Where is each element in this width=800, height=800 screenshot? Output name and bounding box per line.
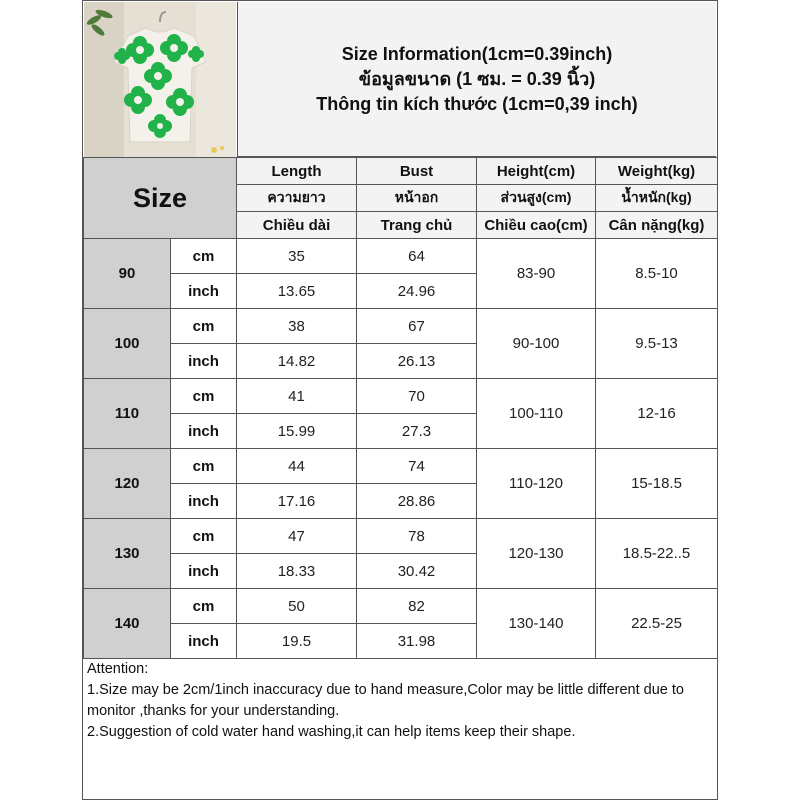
unit-inch: inch (171, 554, 237, 589)
unit-cm: cm (171, 449, 237, 484)
header-height-th: ส่วนสูง(cm) (477, 185, 596, 212)
unit-inch: inch (171, 414, 237, 449)
length-cm: 41 (237, 379, 357, 414)
title-vietnamese: Thông tin kích thước (1cm=0,39 inch) (316, 93, 638, 114)
table-row (84, 449, 718, 484)
header-weight-en: Weight(kg) (596, 158, 718, 185)
unit-cm: cm (171, 589, 237, 624)
bust-inch: 30.42 (357, 554, 477, 589)
length-cm: 38 (237, 309, 357, 344)
size-value: 90 (84, 239, 171, 309)
header-length-en: Length (237, 158, 357, 185)
weight-range: 8.5-10 (596, 239, 718, 309)
height-range: 90-100 (477, 309, 596, 379)
size-value: 110 (84, 379, 171, 449)
bust-cm: 67 (357, 309, 477, 344)
notes-line-1: 1.Size may be 2cm/1inch inaccuracy due to hand measure,Color may be little different due to monitor ,thanks for your understanding. (87, 682, 684, 719)
bust-cm: 64 (357, 239, 477, 274)
length-inch: 19.5 (237, 624, 357, 659)
bust-cm: 74 (357, 449, 477, 484)
unit-cm: cm (171, 519, 237, 554)
length-inch: 18.33 (237, 554, 357, 589)
size-value: 120 (84, 449, 171, 519)
length-cm: 50 (237, 589, 357, 624)
unit-cm: cm (171, 309, 237, 344)
unit-cm: cm (171, 239, 237, 274)
header-height-en: Height(cm) (477, 158, 596, 185)
table-row (84, 309, 718, 344)
title-thai: ข้อมูลขนาด (1 ซม. = 0.39 นิ้ว) (358, 68, 596, 89)
table-row (84, 239, 718, 274)
bust-inch: 31.98 (357, 624, 477, 659)
weight-range: 18.5-22..5 (596, 519, 718, 589)
header-bust-vi: Trang chủ (357, 212, 477, 239)
length-inch: 13.65 (237, 274, 357, 309)
bust-inch: 24.96 (357, 274, 477, 309)
length-inch: 15.99 (237, 414, 357, 449)
length-inch: 14.82 (237, 344, 357, 379)
height-range: 110-120 (477, 449, 596, 519)
header-weight-th: น้ำหนัก(kg) (596, 185, 718, 212)
height-range: 83-90 (477, 239, 596, 309)
bust-inch: 26.13 (357, 344, 477, 379)
length-cm: 35 (237, 239, 357, 274)
bust-cm: 78 (357, 519, 477, 554)
length-cm: 44 (237, 449, 357, 484)
unit-inch: inch (171, 624, 237, 659)
length-inch: 17.16 (237, 484, 357, 519)
height-range: 130-140 (477, 589, 596, 659)
bust-inch: 28.86 (357, 484, 477, 519)
size-value: 130 (84, 519, 171, 589)
notes-line-2: 2.Suggestion of cold water hand washing,it can help items keep their shape. (87, 724, 576, 740)
header-weight-vi: Cân nặng(kg) (596, 212, 718, 239)
header-bust-th: หน้าอก (357, 185, 477, 212)
size-value: 140 (84, 589, 171, 659)
weight-range: 9.5-13 (596, 309, 718, 379)
header-length-vi: Chiều dài (237, 212, 357, 239)
weight-range: 15-18.5 (596, 449, 718, 519)
height-range: 100-110 (477, 379, 596, 449)
child-tshirt-photo-icon (84, 2, 236, 157)
table-row (84, 519, 718, 554)
length-cm: 47 (237, 519, 357, 554)
size-value: 100 (84, 309, 171, 379)
unit-inch: inch (171, 274, 237, 309)
weight-range: 12-16 (596, 379, 718, 449)
bust-inch: 27.3 (357, 414, 477, 449)
size-header: Size (84, 158, 237, 239)
header-height-vi: Chiều cao(cm) (477, 212, 596, 239)
title-english: Size Information(1cm=0.39inch) (341, 43, 613, 64)
bust-cm: 82 (357, 589, 477, 624)
header-bust-en: Bust (357, 158, 477, 185)
size-information-title (237, 2, 716, 157)
notes-heading: Attention: (87, 661, 149, 677)
unit-inch: inch (171, 484, 237, 519)
product-photo (84, 2, 236, 157)
header-length-th: ความยาว (237, 185, 357, 212)
unit-cm: cm (171, 379, 237, 414)
unit-inch: inch (171, 344, 237, 379)
attention-notes (83, 659, 717, 799)
weight-range: 22.5-25 (596, 589, 718, 659)
table-row (84, 589, 718, 624)
size-table (83, 157, 718, 659)
bust-cm: 70 (357, 379, 477, 414)
table-row (84, 379, 718, 414)
height-range: 120-130 (477, 519, 596, 589)
